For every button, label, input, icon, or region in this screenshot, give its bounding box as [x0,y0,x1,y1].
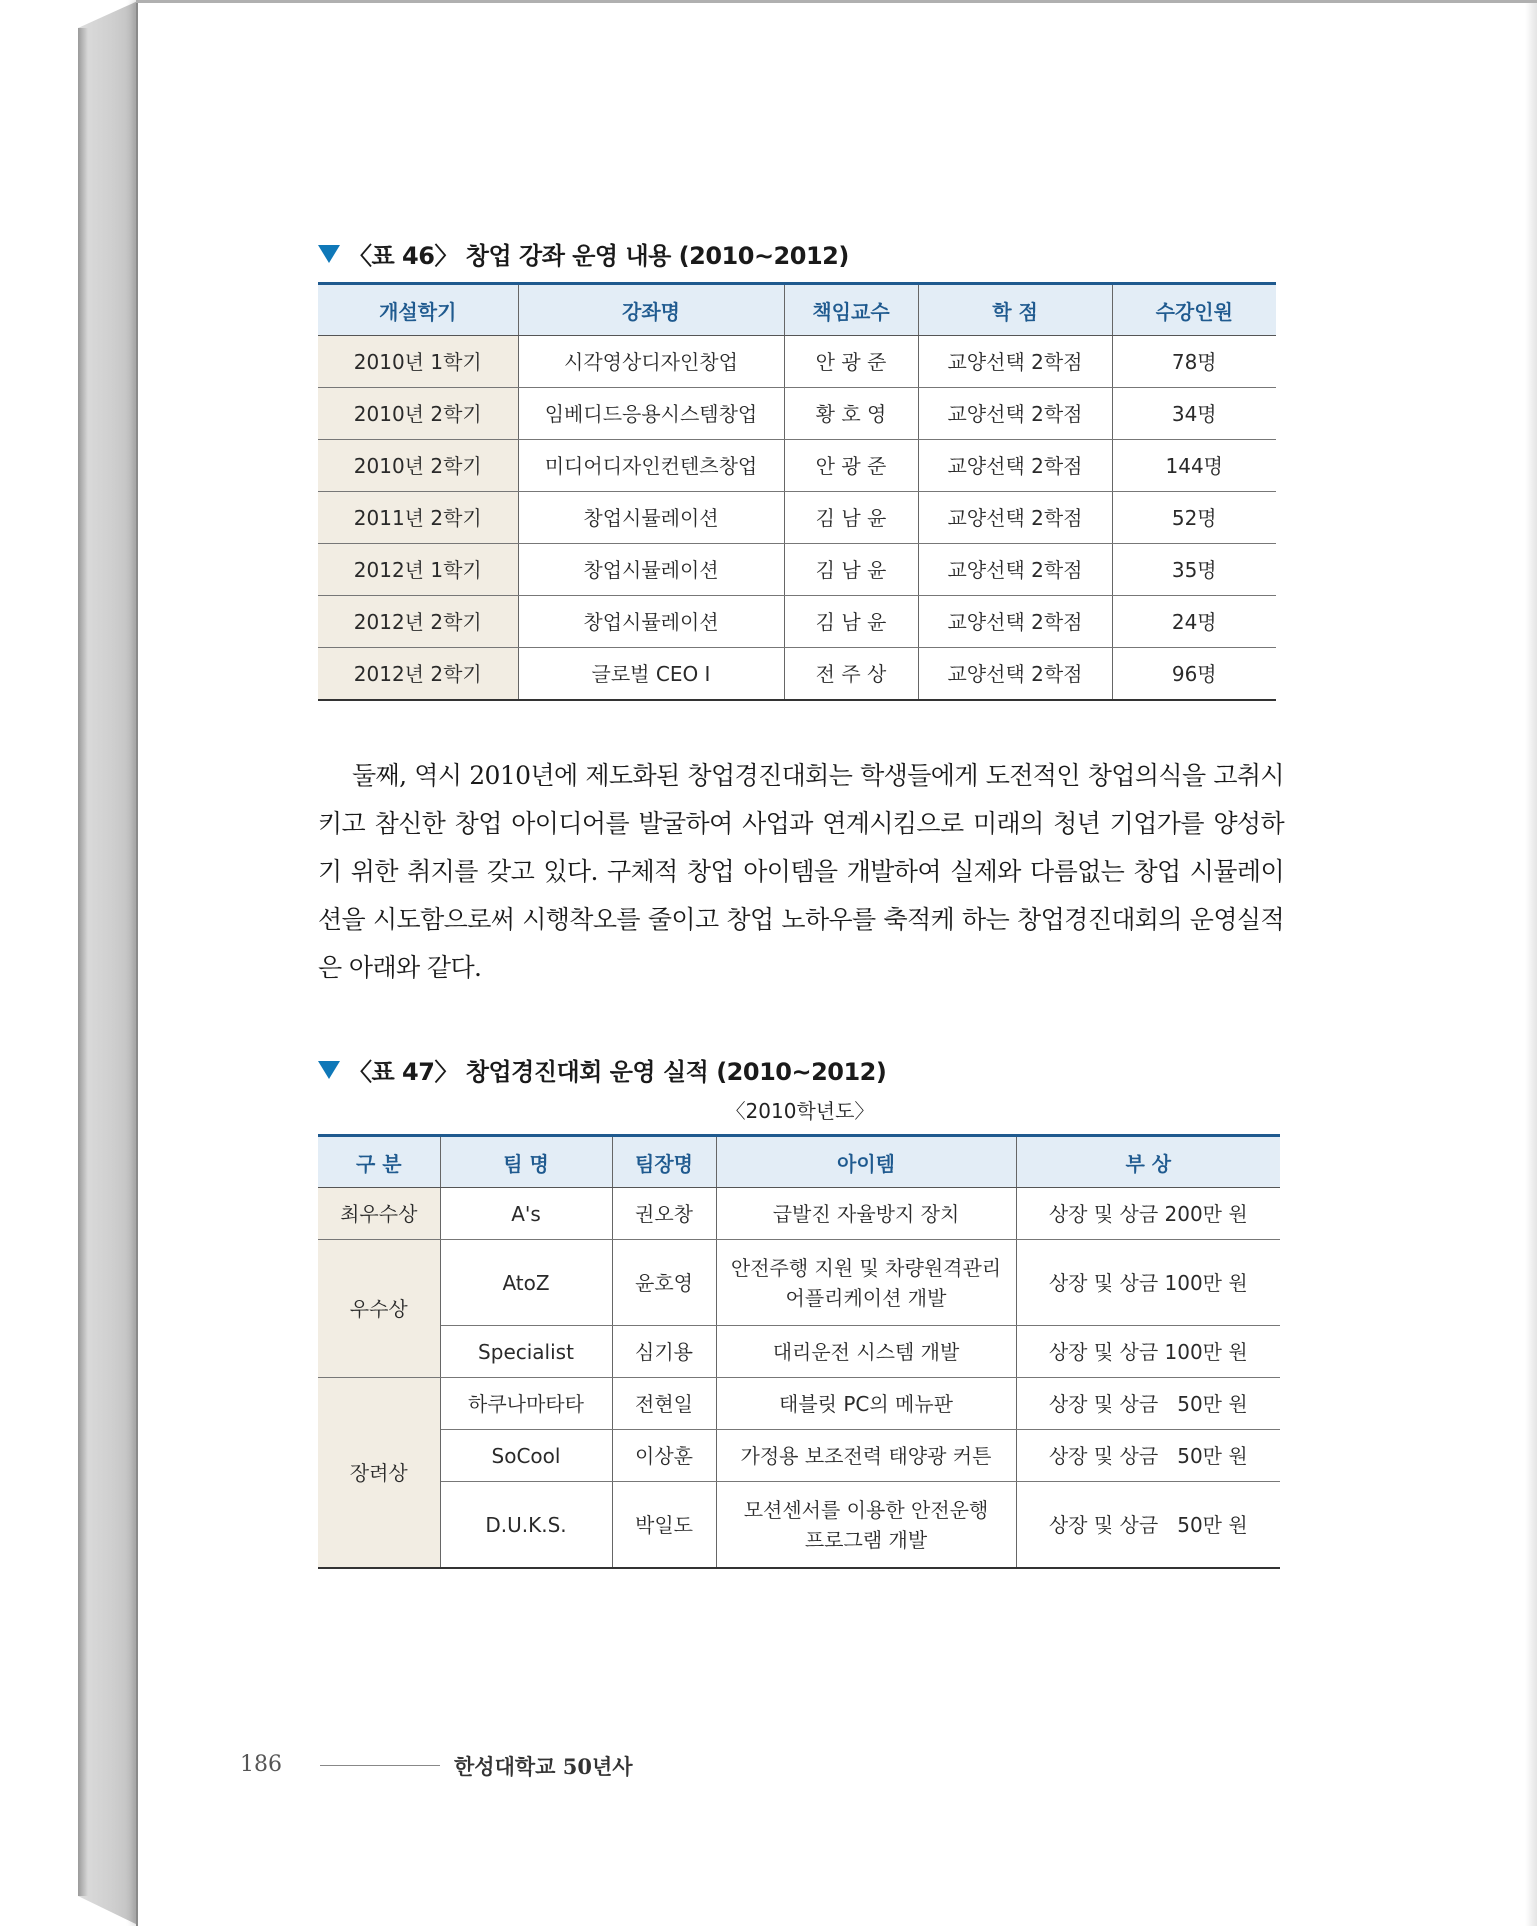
table-cell: 교양선택 2학점 [918,440,1112,492]
table-cell: 하쿠나마타타 [440,1378,612,1430]
table-cell: 2012년 2학기 [318,648,518,701]
table-cell: 대리운전 시스템 개발 [716,1326,1016,1378]
triangle-bullet-icon [318,245,340,263]
table-cell: 2012년 2학기 [318,596,518,648]
table-cell: A's [440,1188,612,1240]
award-group-cell: 장려상 [318,1378,440,1569]
table-cell: 2012년 1학기 [318,544,518,596]
table47-header-row [318,1136,1280,1188]
page-shadow [1525,0,1537,1926]
table-cell: 상장 및 상금 50만 원 [1016,1378,1280,1430]
table-cell: 교양선택 2학점 [918,336,1112,388]
footer-divider [320,1765,440,1766]
table-row [318,1430,1280,1482]
table46-caption-text: 〈표 46〉 창업 강좌 운영 내용 (2010~2012) [348,242,849,270]
triangle-bullet-icon [318,1061,340,1079]
table-cell: AtoZ [440,1240,612,1326]
body-paragraph-text: 둘째, 역시 2010년에 제도화된 창업경진대회는 학생들에게 도전적인 창업의식을 고취시키고 참신한 창업 아이디어를 발굴하여 사업과 연계시킴으로 미래의 청년 기업가를 양성하기 위한 취지를 갖고 있다. 구체적 창업 아이템을 개발하여 실제와 다름없는 창업 시뮬레이션을 시도함으로써 시행착오를 줄이고 창업 노하우를 축적케 하는 창업경진대회의 운영실적은 아래와 같다. [318,761,1284,982]
table-cell: 이상훈 [612,1430,716,1482]
table-row [318,648,1276,701]
table47-caption [318,1052,886,1087]
table-row [318,544,1276,596]
award-group-cell: 최우수상 [318,1188,440,1240]
table47-header-cell: 부 상 [1016,1136,1280,1188]
table-cell: 박일도 [612,1482,716,1569]
table46-caption [318,236,849,271]
table47-header-cell: 팀 명 [440,1136,612,1188]
table-cell: 교양선택 2학점 [918,648,1112,701]
table-cell: 전 주 상 [784,648,918,701]
table-cell: 78명 [1112,336,1276,388]
book-page-stack [0,0,140,1926]
table-cell: 교양선택 2학점 [918,492,1112,544]
table-row [318,1240,1280,1326]
award-group-cell: 우수상 [318,1240,440,1378]
table-cell: 김 남 윤 [784,596,918,648]
table-cell: 34명 [1112,388,1276,440]
table-cell: 가정용 보조전력 태양광 커튼 [716,1430,1016,1482]
page-top-edge [136,0,1537,3]
table-row [318,1378,1280,1430]
table-cell: 상장 및 상금 200만 원 [1016,1188,1280,1240]
table-cell: 전현일 [612,1378,716,1430]
table46-header-cell: 책임교수 [784,284,918,336]
table-cell: 황 호 영 [784,388,918,440]
table-cell: 상장 및 상금 50만 원 [1016,1430,1280,1482]
table-row [318,336,1276,388]
table-cell: 2010년 1학기 [318,336,518,388]
table-row [318,440,1276,492]
table-cell: 태블릿 PC의 메뉴판 [716,1378,1016,1430]
table-cell: 권오창 [612,1188,716,1240]
table-cell: 2010년 2학기 [318,388,518,440]
table-row [318,1326,1280,1378]
table46-header-row [318,284,1276,336]
table-cell: 시각영상디자인창업 [518,336,784,388]
table-cell: 미디어디자인컨텐츠창업 [518,440,784,492]
table-row [318,1482,1280,1569]
table47-header-cell: 구 분 [318,1136,440,1188]
table-cell: 교양선택 2학점 [918,544,1112,596]
table-row [318,596,1276,648]
table47-caption-text: 〈표 47〉 창업경진대회 운영 실적 (2010~2012) [348,1058,887,1086]
table-cell: 심기용 [612,1326,716,1378]
body-paragraph [318,752,1284,992]
table-cell: 상장 및 상금 100만 원 [1016,1240,1280,1326]
table-cell: 상장 및 상금 100만 원 [1016,1326,1280,1378]
book-spine [78,28,88,1896]
table-row [318,492,1276,544]
table46 [318,282,1276,701]
table-cell: 창업시뮬레이션 [518,544,784,596]
table-cell: 2011년 2학기 [318,492,518,544]
table-cell: 안 광 준 [784,336,918,388]
table-cell: 윤호영 [612,1240,716,1326]
table-cell: 안 광 준 [784,440,918,492]
table46-header-cell: 수강인원 [1112,284,1276,336]
table-cell: 교양선택 2학점 [918,596,1112,648]
table-cell: Specialist [440,1326,612,1378]
table-cell: 35명 [1112,544,1276,596]
table47 [318,1134,1280,1569]
book-title: 한성대학교 50년사 [454,1754,633,1779]
table-cell: 김 남 윤 [784,492,918,544]
table47-header-cell: 팀장명 [612,1136,716,1188]
page-number: 186 [240,1752,282,1777]
table-cell: 창업시뮬레이션 [518,492,784,544]
table-cell: 안전주행 지원 및 차량원격관리 어플리케이션 개발 [716,1240,1016,1326]
table-cell: 모션센서를 이용한 안전운행 프로그램 개발 [716,1482,1016,1569]
table46-header-cell: 강좌명 [518,284,784,336]
table-cell: 글로벌 CEO Ⅰ [518,648,784,701]
table47-header-cell: 아이템 [716,1136,1016,1188]
table-cell: 96명 [1112,648,1276,701]
table-cell: 창업시뮬레이션 [518,596,784,648]
table-cell: 24명 [1112,596,1276,648]
table-cell: 교양선택 2학점 [918,388,1112,440]
table-cell: 144명 [1112,440,1276,492]
table-cell: D.U.K.S. [440,1482,612,1569]
table-cell: 임베디드응용시스템창업 [518,388,784,440]
table47-year-note: 〈2010학년도〉 [725,1099,875,1123]
table-cell: 2010년 2학기 [318,440,518,492]
table-cell: 52명 [1112,492,1276,544]
table-row [318,388,1276,440]
table-cell: 상장 및 상금 50만 원 [1016,1482,1280,1569]
table-row [318,1188,1280,1240]
table-cell: 김 남 윤 [784,544,918,596]
table46-header-cell: 개설학기 [318,284,518,336]
table-cell: 급발진 자율방지 장치 [716,1188,1016,1240]
table46-header-cell: 학 점 [918,284,1112,336]
table-cell: SoCool [440,1430,612,1482]
